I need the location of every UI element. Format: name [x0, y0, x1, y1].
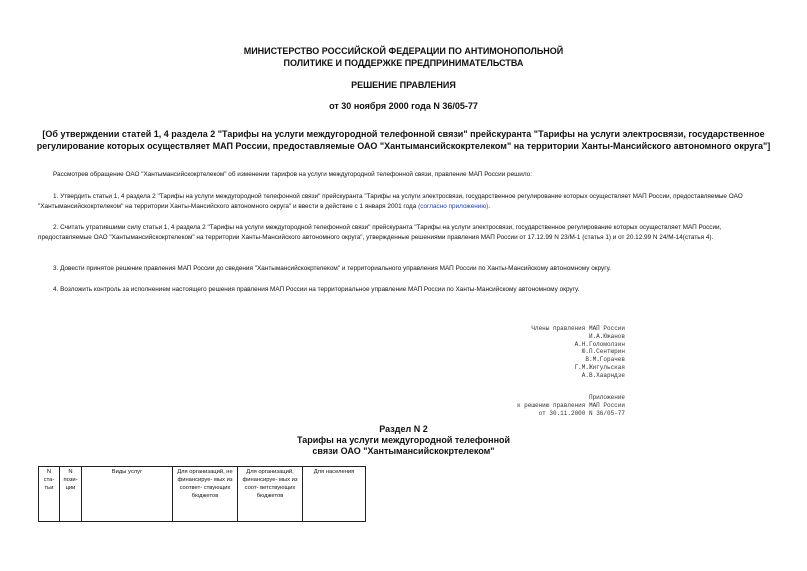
signer-name: А.Н.Голомолзин — [574, 340, 625, 348]
section-subtitle-1: Тарифы на услуги междугородной телефонной — [296, 435, 511, 445]
signers-block — [470, 325, 625, 380]
signer-name: Г.М.Жигульская — [574, 363, 625, 371]
signers-heading: Члены правления МАП России — [531, 325, 625, 332]
col-service-types: Виды услуг — [82, 467, 173, 522]
ministry-line-1: МИНИСТЕРСТВО РОССИЙСКОЙ ФЕДЕРАЦИИ ПО АНТИМОНОПОЛЬНОЙ — [243, 46, 564, 56]
col-population: Для населения — [303, 467, 366, 522]
document-type: РЕШЕНИЕ ПРАВЛЕНИЯ — [351, 80, 456, 90]
appendix-block — [440, 394, 625, 417]
appendix-date: от 30.11.2000 N 36/05-77 — [538, 409, 625, 417]
ministry-line-2: ПОЛИТИКЕ И ПОДДЕРЖКЕ ПРЕДПРИНИМАТЕЛЬСТВА — [283, 58, 524, 68]
document-date: от 30 ноября 2000 года N 36/05-77 — [329, 101, 478, 111]
paragraph-1-end: . — [488, 202, 491, 210]
col-position-number: N пози- ции — [60, 467, 82, 522]
col-non-budget-orgs: Для организаций, не финансируе- мых из соответ- ствующих бюджетов — [173, 467, 238, 522]
signer-name: И.А.Южанов — [588, 332, 625, 340]
appendix-label: Приложение — [588, 394, 625, 401]
signer-name: Ю.П.Сентюрин — [581, 348, 625, 356]
section-subtitle-2: связи ОАО "Хантымансийскокртелеком" — [312, 446, 495, 456]
signer-name: А.В.Хаарндзе — [581, 371, 625, 379]
paragraph-1 — [38, 192, 773, 211]
intro-paragraph: Рассмотрев обращение ОАО "Хантымансийскокртелеком" об изменении тарифов на услуги междугородной телефонной связи, правление МАП России решило: — [53, 171, 532, 178]
paragraph-4: 4. Возложить контроль за исполнением настоящего решения правления МАП России на территориальное управление МАП России по Ханты-Мансийскому автономному округу. — [53, 286, 580, 293]
paragraph-1-text: 1. Утвердить статьи 1, 4 раздела 2 "Тарифы на услуги междугородной телефонной связи" прейскуранта "Тарифы на услуги электросвязи, государственное регулирование которых осуществляет МАП России, предоставляемые ОАО "Хантымансийскокртелеком" на территории Ханты-Мансийского автономного округа" и ввести в действие с 1 января 2001 года — [38, 193, 743, 210]
paragraph-3: 3. Довести принятое решение правления МАП России до сведения "Хантымансийскокртелеком" и территориального управления МАП России по Ханты-Мансийскому автономному округу. — [53, 265, 611, 272]
table-header-row — [39, 467, 366, 522]
paragraph-2: 2. Считать утратившими силу статьи 1, 4 раздела 2 "Тарифы на услуги междугородной телефонной связи" прейскуранта "Тарифы на услуги электросвязи, государственное регулирование которых осуществляет МАП России, предоставляемые ОАО "Хантымансийскокртелеком" на территории Ханты-Мансийского автономного округа", утвержденные решениями правления МАП России от 17.12.99 N 23/М-1 (статья 1) и от 20.12.99 N 24/М-14(статья 4). — [38, 224, 722, 241]
document-title: [Об утверждении статей 1, 4 раздела 2 "Тарифы на услуги междугородной телефонной связи" прейскуранта "Тарифы на услуги электросвязи, государственное регулирование которых осуществляет МАП России, предоставляемые ОАО "Хантымансийскокртелеком" на территории Ханты-Мансийского автономного округа"] — [36, 129, 771, 151]
signer-name: В.М.Горачев — [585, 356, 625, 364]
col-budget-orgs: Для организаций, финансируе- мых из соот- ветствующих бюджетов — [238, 467, 303, 522]
appendix-reference: к решению правления МАП России — [516, 401, 625, 409]
tariff-table — [38, 466, 366, 522]
col-article-number: N ста- тьи — [39, 467, 60, 522]
appendix-link[interactable]: (согласно приложению) — [418, 202, 489, 210]
section-title: Раздел N 2 — [379, 424, 428, 434]
